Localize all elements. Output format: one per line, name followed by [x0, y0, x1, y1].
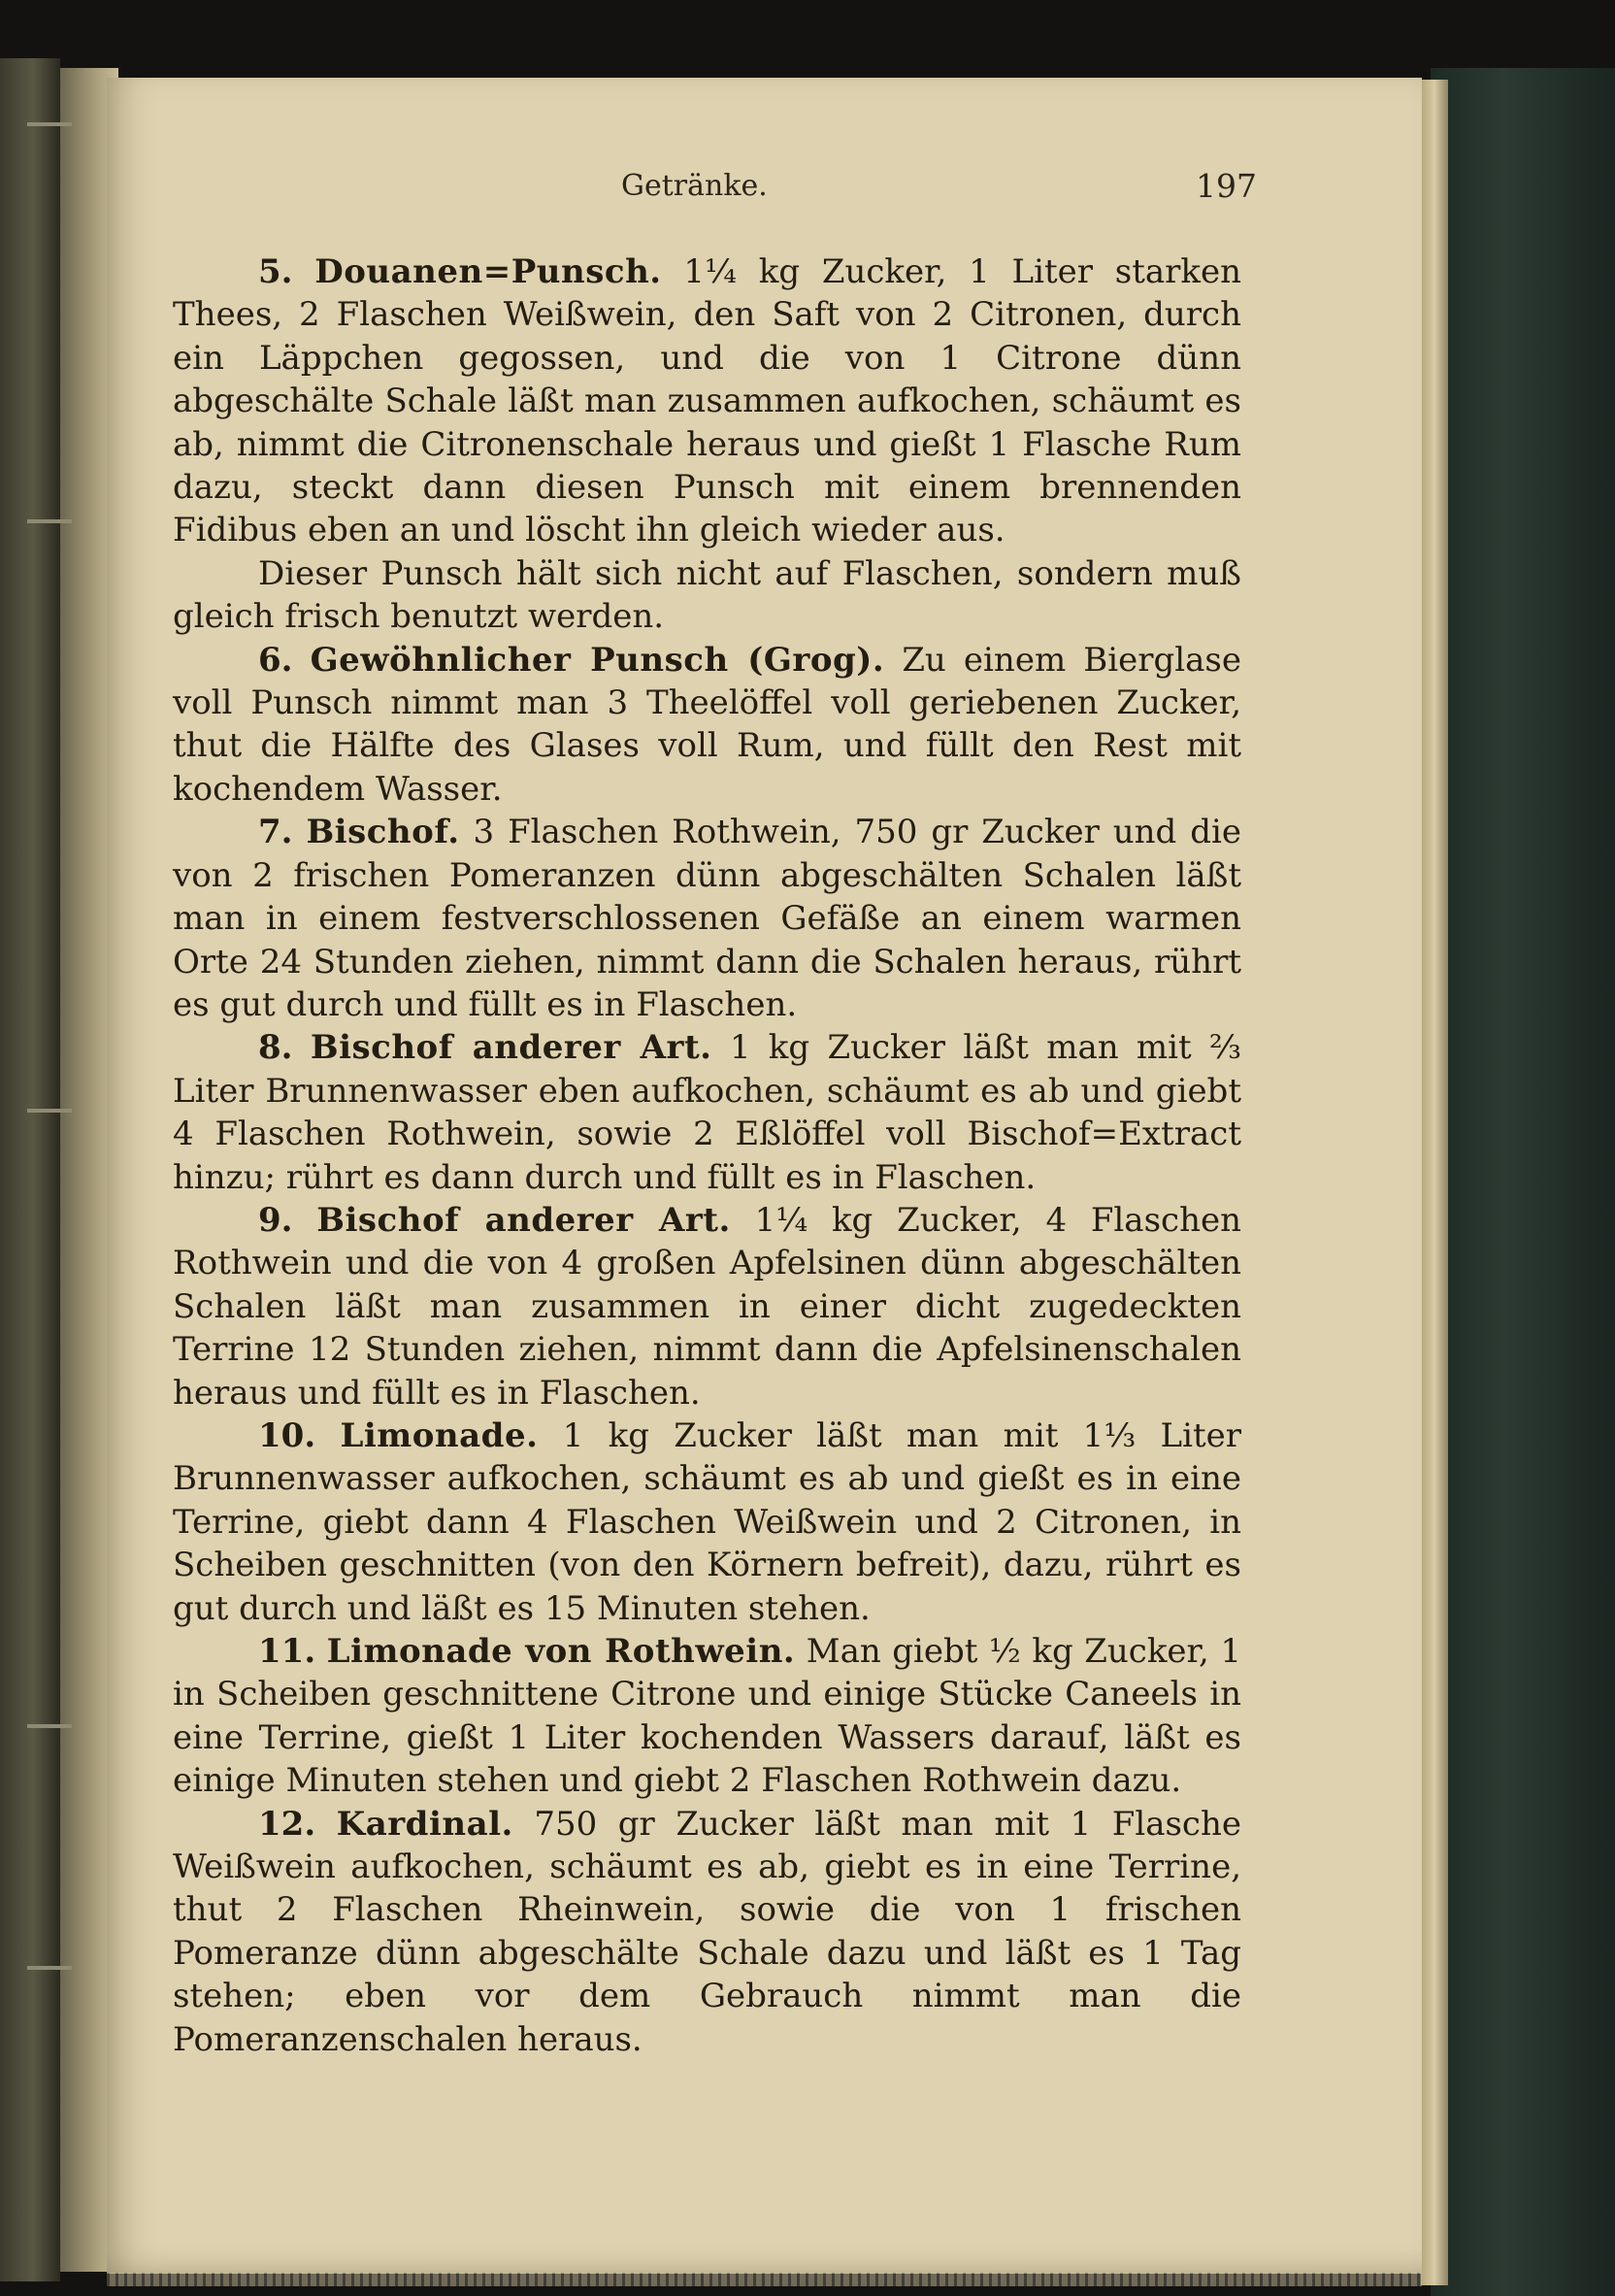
recipe-text: Zu einem Bierglase voll Punsch nimmt man 3 Theelöffel voll geriebenen Zucker, thut die Hälfte des Glases voll Rum, und füllt den Rest mit kochendem Wasser.: [173, 640, 1241, 809]
recipe-number: 6.: [258, 640, 293, 680]
book-cover-left: [0, 58, 60, 2281]
recipe-text: 750 gr Zucker läßt man mit 1 Flasche Weißwein aufkochen, schäumt es ab, giebt es in eine Terrine, thut 2 Flaschen Rheinwein, sowie die von 1 frischen Pomeranze dünn abgeschälte Schale dazu und läßt es 1 Tag stehen; eben vor dem Gebrauch nimmt man die Pomeranzenschalen heraus.: [173, 1804, 1241, 2059]
recipe-9: [173, 1199, 1241, 1414]
page-bottom-edge: [107, 2273, 1422, 2286]
margin-mark: [27, 1724, 72, 1728]
recipe-title: Bischof.: [306, 813, 460, 852]
recipe-7: [173, 811, 1241, 1026]
recipe-number: 9.: [258, 1200, 293, 1240]
book-cover-right: [1431, 68, 1615, 2296]
recipe-title: Limonade.: [340, 1415, 539, 1455]
recipe-5: [173, 250, 1241, 552]
page-number: 197: [1196, 167, 1257, 205]
recipe-title: Gewöhnlicher Punsch (Grog).: [310, 640, 885, 680]
page-edges: [1421, 80, 1448, 2285]
recipe-note-text: Dieser Punsch hält sich nicht auf Flaschen, sondern muß gleich frisch benutzt werden.: [173, 553, 1241, 637]
recipe-number: 10.: [258, 1415, 316, 1455]
recipe-10: [173, 1414, 1241, 1630]
recipe-title: Limonade von Rothwein.: [326, 1632, 796, 1671]
recipe-number: 7.: [258, 813, 293, 852]
recipe-text: 3 Flaschen Rothwein, 750 gr Zucker und die von 2 frischen Pomeranzen dünn abgeschälten Schalen läßt man in einem festverschlossenen Gefäße an einem warmen Orte 24 Stunden ziehen, nimmt dann die Schalen heraus, rührt es gut durch und füllt es in Flaschen.: [173, 813, 1242, 1024]
recipe-number: 12.: [258, 1804, 316, 1844]
margin-mark: [27, 1109, 72, 1113]
margin-mark: [27, 1966, 72, 1970]
recipe-6: [173, 639, 1241, 812]
recipe-number: 8.: [258, 1028, 293, 1068]
recipe-text: 1¼ kg Zucker, 4 Flaschen Rothwein und die von 4 großen Apfelsinen dünn abgeschälten Schalen läßt man zusammen in einer dicht zugedeckten Terrine 12 Stunden ziehen, nimmt dann die Apfelsinenschalen heraus und füllt es in Flaschen.: [173, 1200, 1241, 1413]
recipe-title: Bischof anderer Art.: [310, 1028, 712, 1068]
margin-mark: [27, 122, 72, 126]
recipe-title: Douanen=Punsch.: [314, 252, 662, 291]
page-body: [173, 250, 1241, 2061]
recipe-text: 1 kg Zucker läßt man mit ⅔ Liter Brunnenwasser eben aufkochen, schäumt es ab und giebt 4 Flaschen Rothwein, sowie 2 Eßlöffel voll Bischof=Extract hinzu; rührt es dann durch und füllt es in Flaschen.: [173, 1028, 1241, 1197]
recipe-text: 1¼ kg Zucker, 1 Liter starken Thees, 2 Flaschen Weißwein, den Saft von 2 Citronen, durch ein Läppchen gegossen, und die von 1 Citrone dünn abgeschälte Schale läßt man zusammen aufkochen, schäumt es ab, nimmt die Citronenschale heraus und gießt 1 Flasche Rum dazu, steckt dann diesen Punsch mit einem brennenden Fidibus eben an und löscht ihn gleich wieder aus.: [173, 252, 1242, 550]
recipe-12: [173, 1803, 1241, 2061]
recipe-11: [173, 1630, 1241, 1803]
margin-mark: [27, 519, 72, 523]
recipe-text: Man giebt ½ kg Zucker, 1 in Scheiben geschnittene Citrone und einige Stücke Caneels in eine Terrine, gießt 1 Liter kochenden Wassers darauf, läßt es einige Minuten stehen und giebt 2 Flaschen Rothwein dazu.: [173, 1632, 1242, 1801]
recipe-title: Bischof anderer Art.: [316, 1200, 731, 1240]
running-head: Getränke.: [621, 169, 768, 203]
recipe-title: Kardinal.: [336, 1804, 513, 1844]
recipe-8: [173, 1026, 1241, 1199]
recipe-note: [173, 552, 1241, 639]
recipe-text: 1 kg Zucker läßt man mit 1⅓ Liter Brunnenwasser aufkochen, schäumt es ab und gießt es in eine Terrine, giebt dann 4 Flaschen Weißwein und 2 Citronen, in Scheiben geschnitten (von den Körnern befreit), dazu, rührt es gut durch und läßt es 15 Minuten stehen.: [173, 1415, 1242, 1628]
recipe-number: 5.: [258, 252, 293, 291]
recipe-number: 11.: [258, 1632, 316, 1671]
